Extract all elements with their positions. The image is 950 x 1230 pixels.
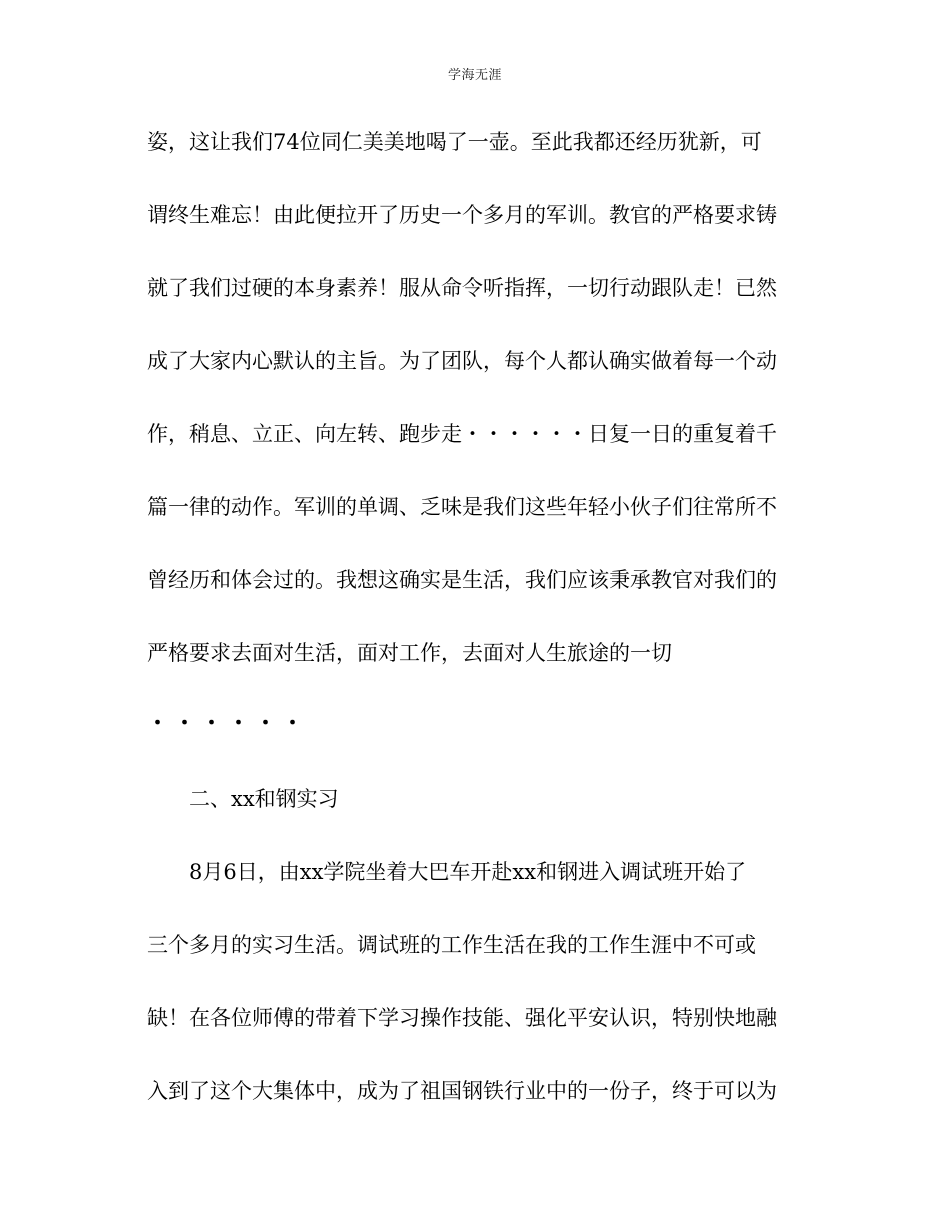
paragraph-line: 8月6日，由xx学院坐着大巴车开赴xx和钢进入调试班开始了 xyxy=(189,860,747,884)
paragraph-line: 就了我们过硬的本身素养！服从命令听指挥，一切行动跟队走！已然 xyxy=(147,276,777,300)
ellipsis-dots: ・・・・・・ xyxy=(147,710,309,735)
page-header: 学海无涯 xyxy=(447,68,502,83)
paragraph-line: 缺！在各位师傅的带着下学习操作技能、强化平安认识，特别快地融 xyxy=(147,1006,777,1030)
paragraph-line: 姿，这让我们74位同仁美美地喝了一壶。至此我都还经历犹新，可 xyxy=(147,130,762,154)
paragraph-line: 篇一律的动作。军训的单调、乏味是我们这些年轻小伙子们往常所不 xyxy=(147,495,777,519)
paragraph-line: 严格要求去面对生活，面对工作，去面对人生旅途的一切 xyxy=(147,641,672,665)
section-heading: 二、xx和钢实习 xyxy=(189,787,339,811)
paragraph-line: 曾经历和体会过的。我想这确实是生活，我们应该秉承教官对我们的 xyxy=(147,568,777,592)
paragraph-line: 作，稍息、立正、向左转、跑步走・・・・・・日复一日的重复着千 xyxy=(147,422,777,446)
paragraph-line: 入到了这个大集体中，成为了祖国钢铁行业中的一份子，终于可以为 xyxy=(147,1079,777,1103)
paragraph-line: 三个多月的实习生活。调试班的工作生活在我的工作生涯中不可或 xyxy=(147,933,756,957)
paragraph-line: 成了大家内心默认的主旨。为了团队，每个人都认确实做着每一个动 xyxy=(147,349,777,373)
paragraph-line: 谓终生难忘！由此便拉开了历史一个多月的军训。教官的严格要求铸 xyxy=(147,203,777,227)
